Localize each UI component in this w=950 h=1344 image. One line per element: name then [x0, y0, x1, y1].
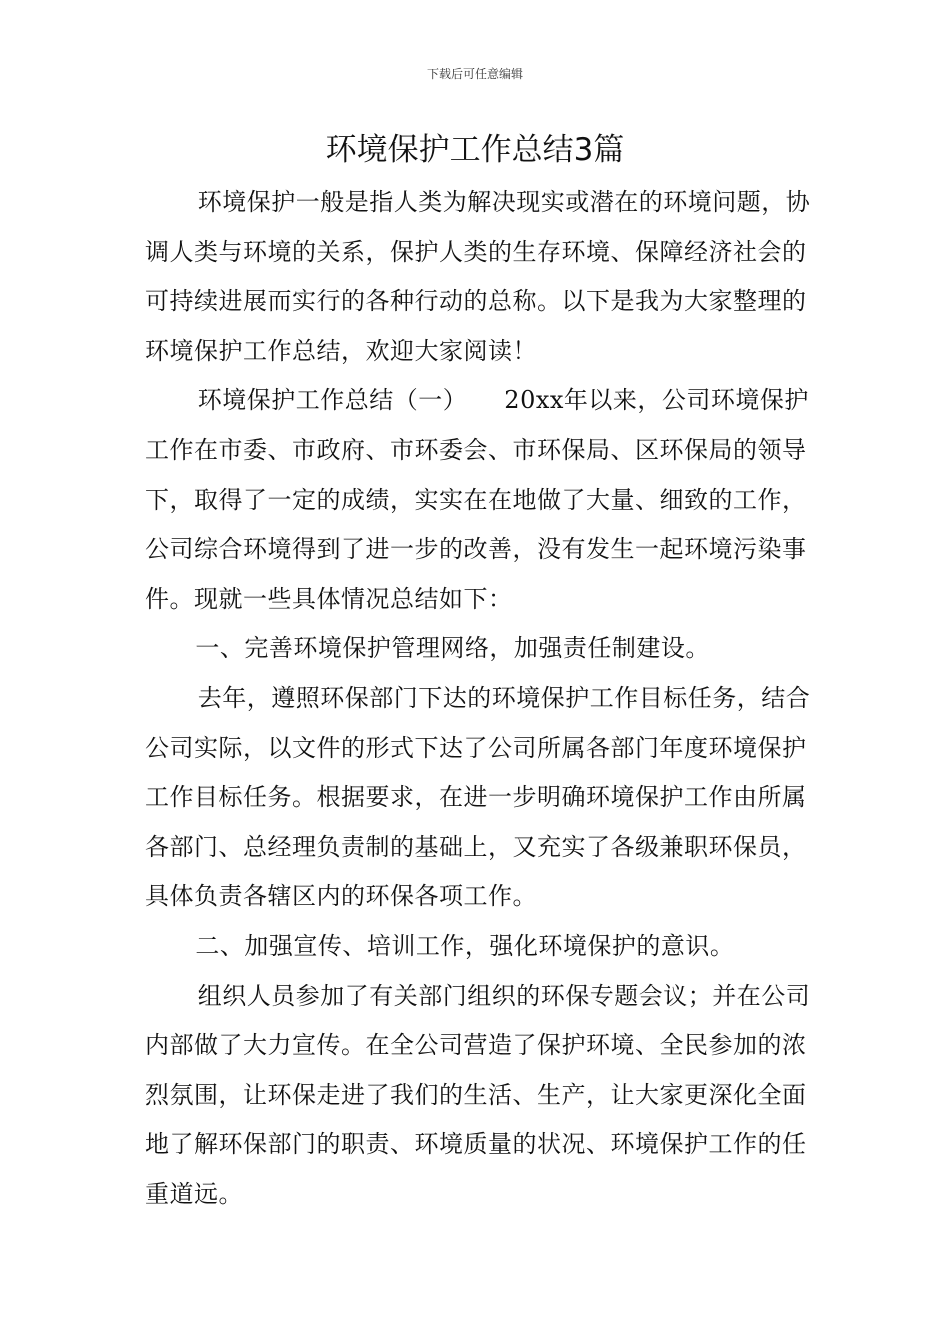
- paragraph-section-two: 组织人员参加了有关部门组织的环保专题会议；并在公司内部做了大力宣传。在全公司营造了保护环境、全民参加的浓烈氛围，让环保走进了我们的生活、生产，让大家更深化全面地了解环保部门的职责、环境质量的状况、环境保护工作的任重道远。: [145, 981, 811, 1208]
- paragraph-intro: 环境保护一般是指人类为解决现实或潜在的环境问题，协调人类与环境的关系，保护人类的生存环境、保障经济社会的可持续进展而实行的各种行动的总称。以下是我为大家整理的环境保护工作总结，欢迎大家阅读！: [145, 188, 811, 365]
- document-title: 环境保护工作总结3篇: [325, 132, 625, 168]
- paragraph-section-one: 去年，遵照环保部门下达的环境保护工作目标任务，结合公司实际，以文件的形式下达了公司所属各部门年度环境保护工作目标任务。根据要求，在进一步明确环境保护工作由所属各部门、总经理负责制的基础上，又充实了各级兼职环保员，具体负责各辖区内的环保各项工作。: [145, 683, 811, 911]
- section-heading-one: 一、完善环境保护管理网络，加强责任制建设。: [195, 634, 710, 663]
- section-heading-two: 二、加强宣传、培训工作，强化环境保护的意识。: [195, 931, 735, 960]
- header-note: 下载后可任意编辑: [426, 67, 523, 81]
- paragraph-summary-one: 环境保护工作总结（一） 20xx年以来，公司环境保护工作在市委、市政府、市环委会、市环保局、区环保局的领导下，取得了一定的成绩，实实在在地做了大量、细致的工作，公司综合环境得到了进一步的改善，没有发生一起环境污染事件。现就一些具体情况总结如下：: [145, 386, 809, 613]
- document-body: [145, 178, 817, 1219]
